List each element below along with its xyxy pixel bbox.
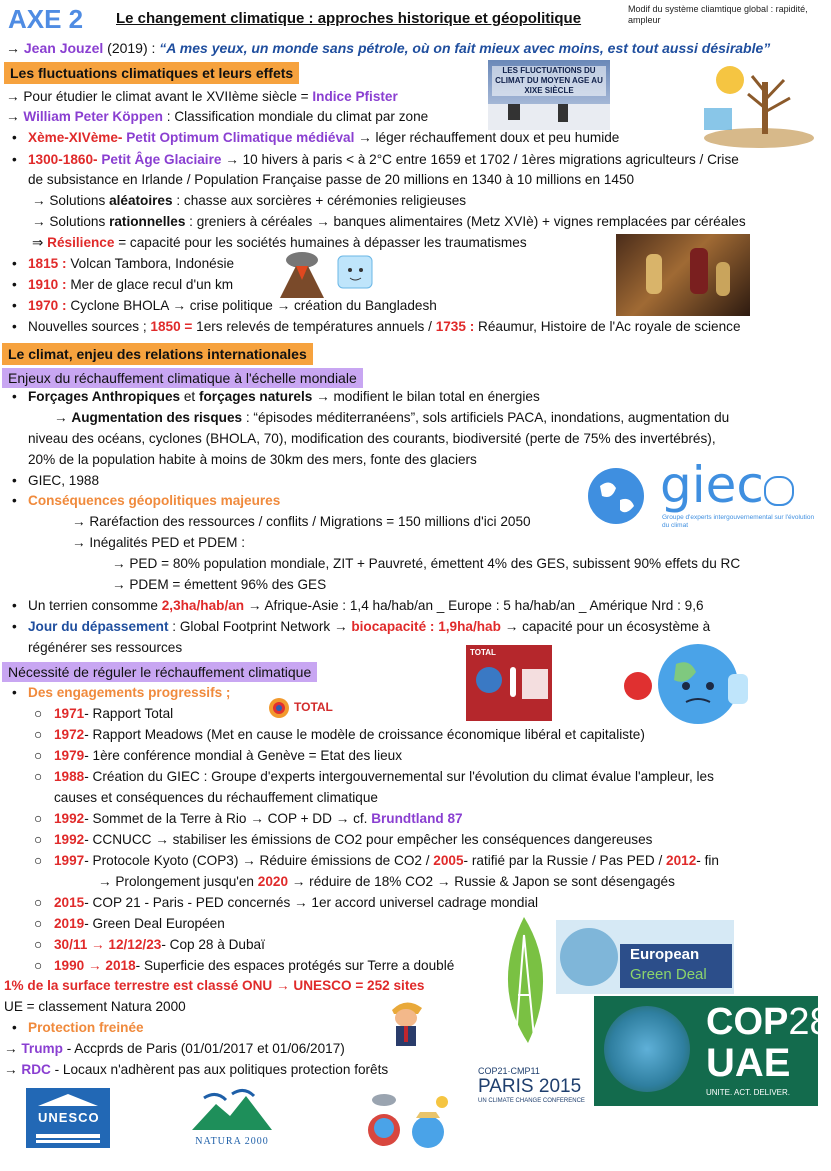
text-line: 1% de la surface terrestre est classé ONU → UNESCO = 252 sites	[4, 978, 425, 993]
text-line: de subsistance en Irlande / Population Française passe de 20 millions en 1340 à 10 millions en 1450	[28, 172, 635, 187]
list-item: • Protection freinée	[12, 1020, 144, 1035]
subheading-enjeux: Enjeux du réchauffement climatique à l'échelle mondiale	[2, 368, 363, 388]
text-line: régénérer ses ressources	[28, 640, 183, 655]
list-item: • 1815 : Volcan Tambora, Indonésie	[12, 256, 235, 271]
text-line: → PDEM = émettent 96% des GES	[112, 577, 327, 592]
timeline-item: ○ 1992- CCNUCC → stabiliser les émissions de CO2 pour empêcher les conséquences dangereuses	[34, 832, 653, 847]
paris-2015-logo: COP21·CMP11 PARIS 2015 UN CLIMATE CHANGE CONFERENCE	[478, 1066, 585, 1104]
text-line: UE = classement Natura 2000	[4, 999, 186, 1014]
list-item: • Nouvelles sources ; 1850 = 1ers relevés de températures annuels / 1735 : Réaumur, Histoire de l'Ac royale de science	[12, 319, 741, 334]
text-line: → PED = 80% population mondiale, ZIT + Pauvreté, émettent 4% des GES, subissent 90% effets du RC	[112, 556, 741, 571]
text-line: → Solutions aléatoires : chasse aux sorcières + cérémonies religieuses	[32, 193, 467, 208]
natura-2000-logo: NATURA 2000	[186, 1086, 278, 1152]
list-item: • 1300-1860- Petit Âge Glaciaire → 10 hivers à paris < à 2°C entre 1659 et 1702 / 1ères migrations agriculteurs / Crise	[12, 152, 739, 167]
timeline-item: ○ 30/11 → 12/12/23- Cop 28 à Dubaï	[34, 937, 265, 952]
cop28-uae-logo: COP28 UAE UNITE. ACT. DELIVER.	[594, 996, 818, 1106]
header-note: Modif du système cliamtique global : rapidité, ampleur	[628, 4, 808, 25]
list-item: • Forçages Anthropiques et forçages naturels → modifient le bilan total en énergies	[12, 389, 540, 404]
sick-earth-illustration	[624, 634, 756, 726]
section-heading-relations: Le climat, enjeu des relations internationales	[2, 343, 313, 365]
dry-tree-illustration	[700, 62, 818, 148]
text-line: ⇒ Résilience = capacité pour les sociétés humaines à dépasser les traumatismes	[32, 235, 527, 250]
total-report-image: TOTAL	[466, 645, 552, 721]
list-item: • 1970 : Cyclone BHOLA → crise politique → création du Bangladesh	[12, 298, 437, 313]
trump-caricature-illustration	[384, 996, 428, 1056]
list-item: • Xème-XIVème- Petit Optimum Climatique médiéval → léger réchauffement doux et peu humide	[12, 130, 620, 145]
list-item: • Jour du dépassement : Global Footprint Network → biocapacité : 1,9ha/hab → capacité pour un écosystème à	[12, 619, 711, 634]
text-line: → Trump - Accprds de Paris (01/01/2017 et 01/06/2017)	[4, 1041, 345, 1056]
timeline-item: ○ 1990 → 2018- Superficie des espaces protégés sur Terre a doublé	[34, 958, 455, 973]
text-line: → Prolongement jusqu'en 2020 → réduire de 18% CO2 → Russie & Japon se sont désengagés	[98, 874, 675, 889]
list-item: • Des engagements progressifs ;	[12, 685, 231, 700]
text-line: → Solutions rationnelles : greniers à céréales → banques alimentaires (Metz XVIè) + vignes remplacées par céréales	[32, 214, 746, 229]
fluctuations-painting-image: LES FLUCTUATIONS DU CLIMAT DU MOYEN AGE AU XIXE SIÈCLE	[488, 60, 610, 130]
european-green-deal-logo: European Green Deal	[556, 920, 734, 994]
list-item: • GIEC, 1988	[12, 473, 100, 488]
volcano-icon	[272, 250, 332, 300]
timeline-item: ○ 1988- Création du GIEC : Groupe d'experts intergouvernemental sur l'évolution du climat évalue l'ampleur, les	[34, 769, 714, 784]
text-line: → Pour étudier le climat avant le XVIIème siècle = Indice Pfister	[6, 89, 398, 104]
historical-painting-image	[616, 234, 750, 316]
weather-characters-illustration	[358, 1092, 458, 1154]
timeline-item: ○ 1972- Rapport Meadows (Met en cause le modèle de croissance économique libéral et capitaliste)	[34, 727, 645, 742]
ice-cube-icon	[334, 250, 378, 292]
timeline-item: ○ 1979- 1ère conférence mondial à Genève = Etat des lieux	[34, 748, 403, 763]
text-line: → RDC - Locaux n'adhèrent pas aux politiques protection forêts	[4, 1062, 389, 1077]
quote-line: → Jean Jouzel (2019) : “A mes yeux, un monde sans pétrole, où on fait mieux avec moins, est tout aussi désirable”	[6, 40, 771, 56]
subheading-necessite: Nécessité de réguler le réchauffement climatique	[2, 662, 317, 682]
eiffel-leaf-logo	[488, 915, 560, 1045]
text-line: → Inégalités PED et PDEM :	[72, 535, 246, 550]
text-line: → Raréfaction des ressources / conflits / Migrations = 150 millions d'ici 2050	[72, 514, 531, 529]
timeline-item: ○ 1997- Protocole Kyoto (COP3) → Réduire émissions de CO2 / 2005- ratifié par la Russie / Pas PED / 2012- fin	[34, 853, 719, 868]
giec-logo: giec Groupe d'experts intergouvernemental sur l'évolution du climat	[586, 462, 822, 532]
timeline-item: ○ 1992- Sommet de la Terre à Rio → COP + DD → cf. Brundtland 87	[34, 811, 463, 826]
list-item: • 1910 : Mer de glace recul d'un km	[12, 277, 234, 292]
text-line: → William Peter Köppen : Classification mondiale du climat par zone	[6, 109, 429, 124]
total-logo: TOTAL	[268, 696, 338, 720]
section-heading-fluctuations: Les fluctuations climatiques et leurs effets	[4, 62, 299, 84]
text-line: → Augmentation des risques : “épisodes méditerranéens”, sols artificiels PACA, inondations, augmentation du	[54, 410, 730, 425]
text-line: niveau des océans, cyclones (BHOLA, 70), modification des courants, biodiversité (perte de 75% des invertébrés),	[28, 431, 716, 446]
timeline-item: ○ 1971- Rapport Total	[34, 706, 174, 721]
list-item: • Conséquences géopolitiques majeures	[12, 493, 281, 508]
text-line: 20% de la population habite à moins de 30km des mers, fonte des glaciers	[28, 452, 477, 467]
timeline-item: ○ 2019- Green Deal Européen	[34, 916, 225, 931]
list-item: • Un terrien consomme 2,3ha/hab/an → Afrique-Asie : 1,4 ha/hab/an _ Europe : 5 ha/hab/an _ Amérique Nrd : 9,6	[12, 598, 704, 613]
axe-title: AXE 2	[8, 4, 84, 34]
text-line: causes et conséquences du réchauffement climatique	[54, 790, 378, 805]
unesco-logo: UNESCO	[26, 1088, 110, 1148]
page-title: Le changement climatique : approches historique et géopolitique	[116, 10, 582, 27]
timeline-item: ○ 2015- COP 21 - Paris - PED concernés → 1er accord universel cadrage mondial	[34, 895, 539, 910]
